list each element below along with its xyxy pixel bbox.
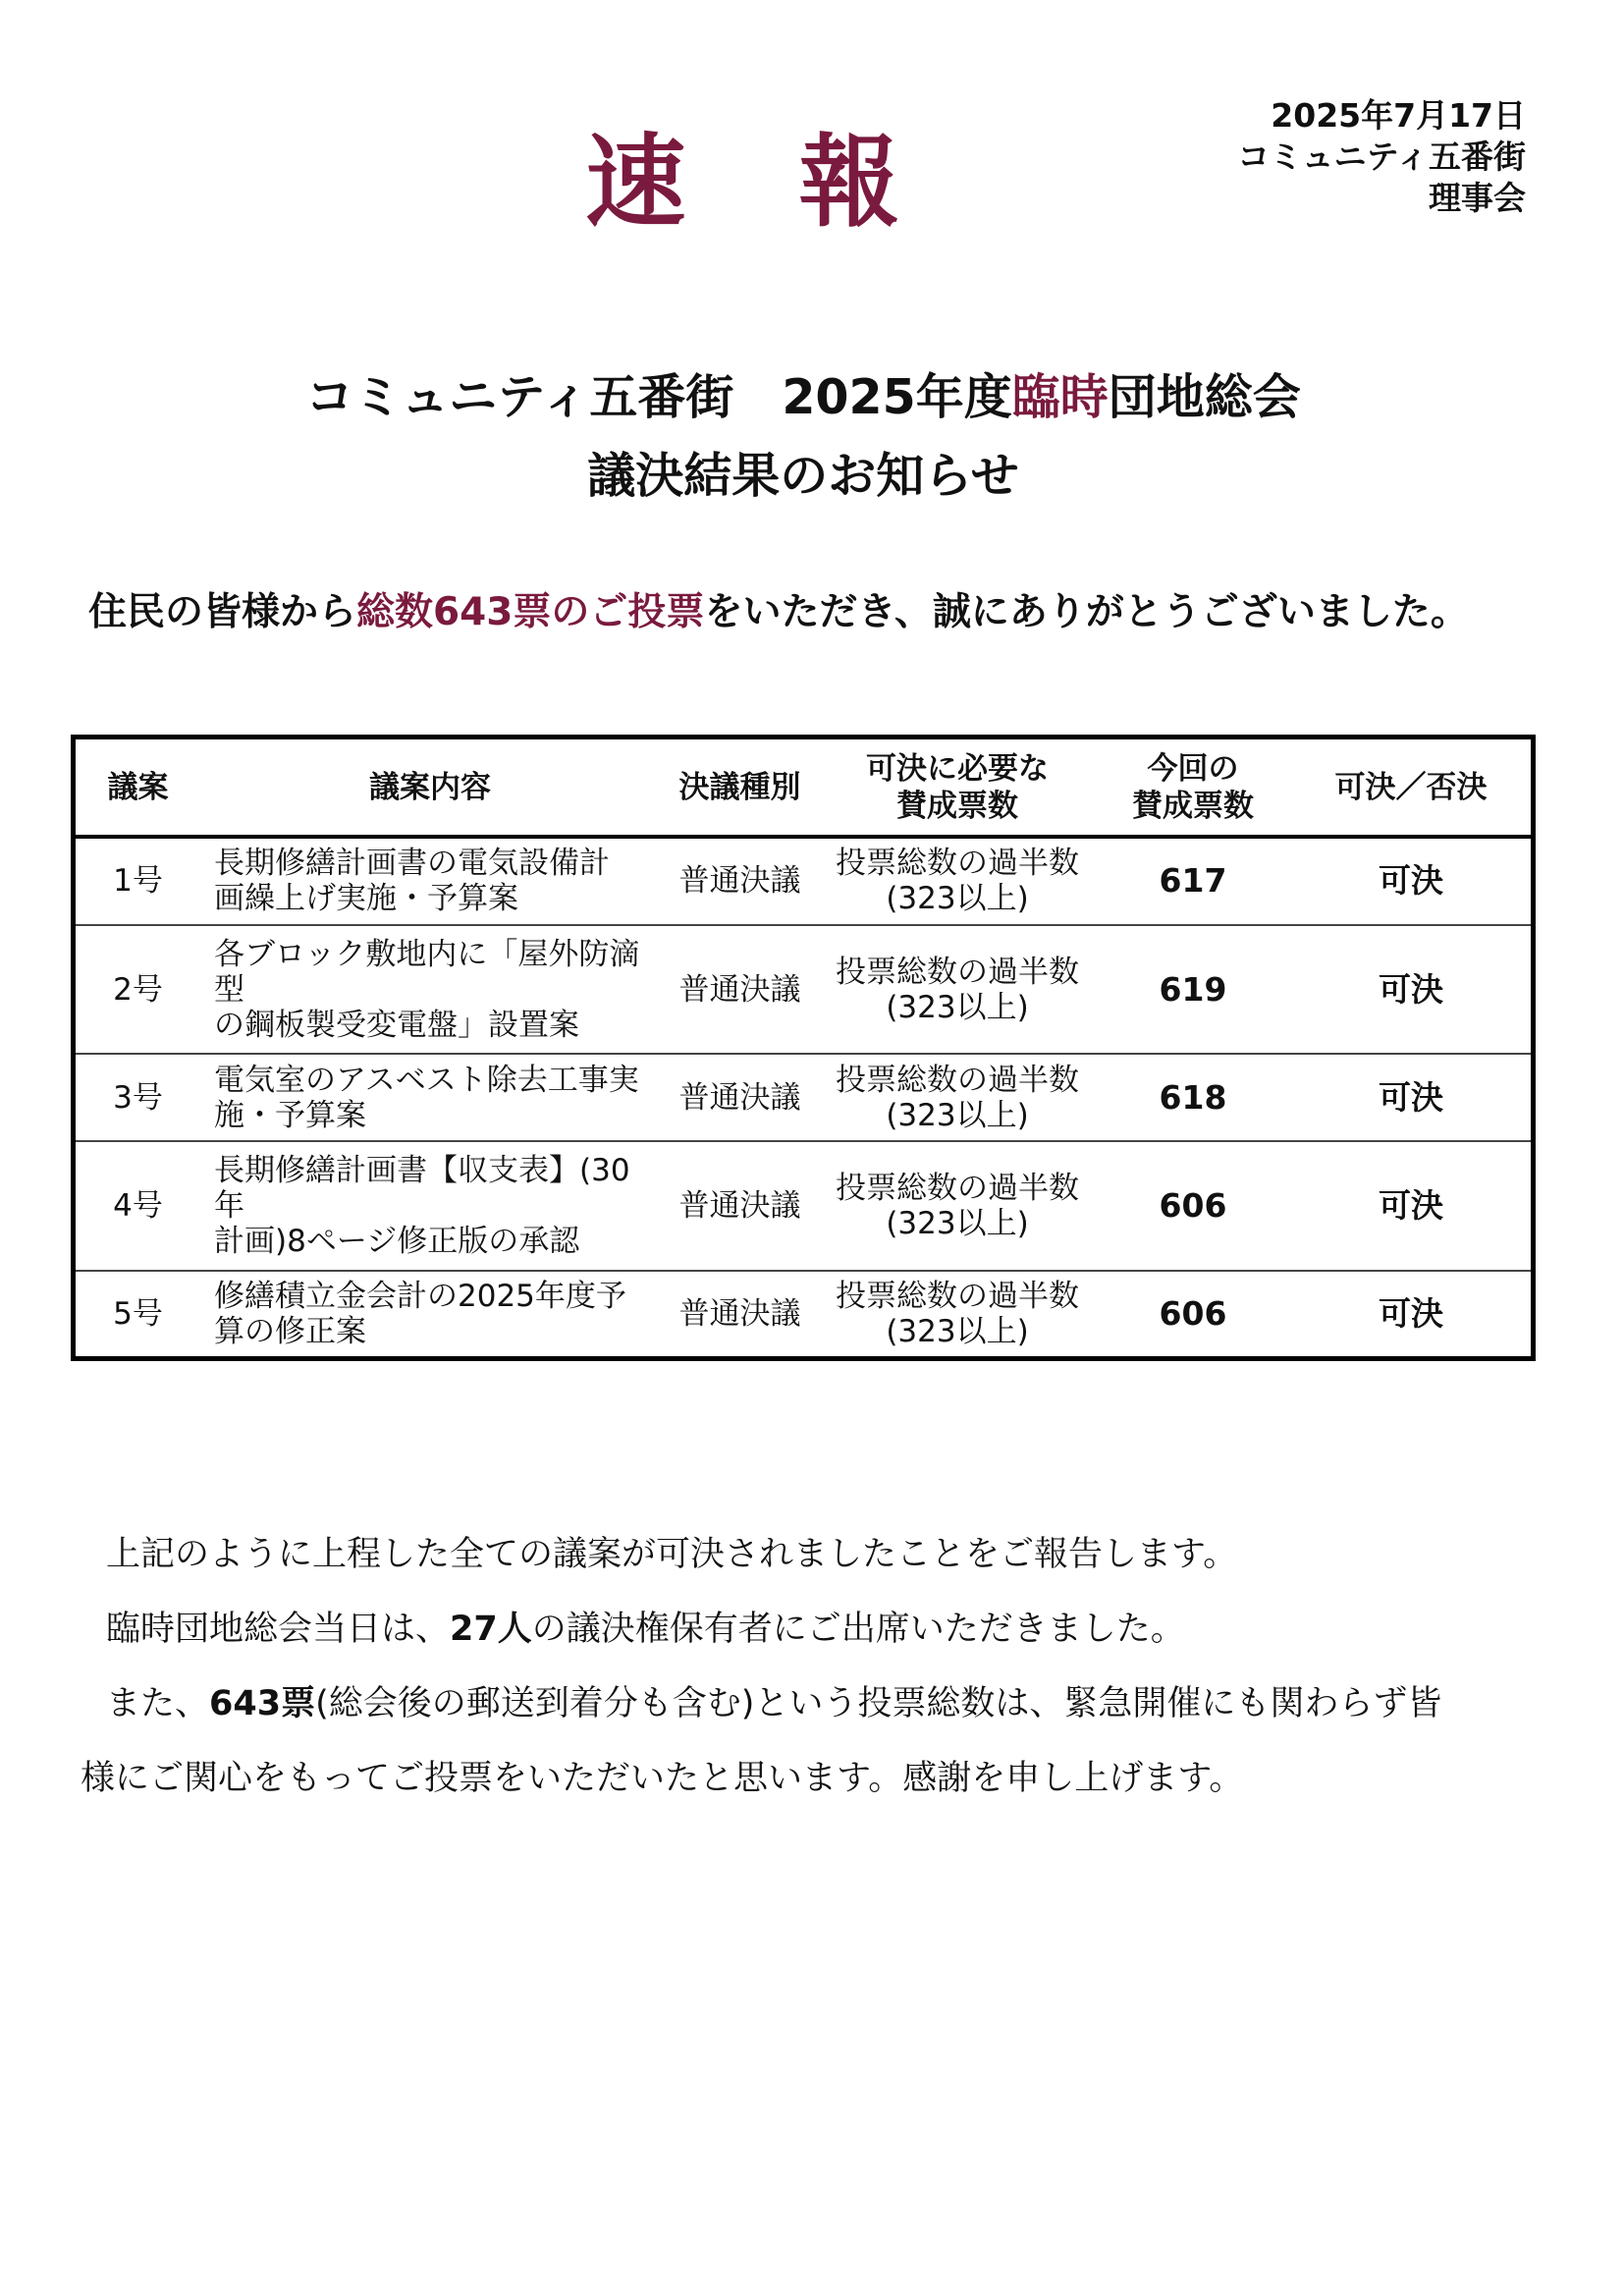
row-required-line-1: 投票総数の過半数 xyxy=(836,954,1079,990)
header-votes-line-1: 今回の xyxy=(1147,750,1239,787)
row-required-line-1: 投票総数の過半数 xyxy=(836,1062,1079,1098)
row-required-line-2: (323以上) xyxy=(886,881,1029,917)
row-type: 普通決議 xyxy=(660,1054,820,1141)
total-votes: 643票 xyxy=(209,1684,316,1723)
row-required-line-2: (323以上) xyxy=(886,989,1029,1025)
headline: 速 報 xyxy=(585,125,939,242)
header-type: 決議種別 xyxy=(660,739,820,837)
row-content-line-2: 計画)8ページ修正版の承認 xyxy=(214,1223,580,1259)
body-p3-post: (総会後の郵送到着分も含む)という投票総数は、緊急開催にも関わらず皆 xyxy=(315,1684,1442,1723)
thanks-accent: 総数643票のご投票 xyxy=(356,590,705,634)
header-required-line-1: 可決に必要な xyxy=(866,750,1049,787)
row-required-line-1: 投票総数の過半数 xyxy=(836,846,1079,882)
header-required-line-2: 賛成票数 xyxy=(896,788,1018,824)
document-title xyxy=(0,358,1606,516)
body-p2-post: の議決権保有者にご出席いただきました。 xyxy=(531,1610,1185,1649)
table-header-row xyxy=(76,739,1531,837)
row-content xyxy=(200,1141,660,1271)
row-content xyxy=(200,837,660,925)
row-required xyxy=(820,1054,1095,1141)
header-content: 議案内容 xyxy=(200,739,660,837)
title-line-2: 議決結果のお知らせ xyxy=(587,448,1019,504)
issue-date: 2025年7月17日 xyxy=(1271,96,1526,135)
title-line-1-pre: コミュニティ五番街 2025年度 xyxy=(305,369,1012,425)
row-content-line-2: 施・予算案 xyxy=(214,1097,366,1133)
row-type: 普通決議 xyxy=(678,1295,801,1332)
thanks-pre: 住民の皆様から xyxy=(88,590,357,634)
row-type: 普通決議 xyxy=(660,925,820,1055)
row-votes: 606 xyxy=(1159,1293,1227,1333)
row-result: 可決 xyxy=(1291,837,1531,925)
row-required-line-2: (323以上) xyxy=(886,1205,1029,1241)
row-required xyxy=(820,1271,1095,1356)
row-required xyxy=(820,837,1095,925)
row-content-line-2: の鋼板製受変電盤」設置案 xyxy=(214,1007,579,1043)
row-required-line-2: (323以上) xyxy=(886,1097,1029,1133)
thanks-post: をいただき、誠にありがとうございました。 xyxy=(704,590,1469,634)
body-paragraph-2 xyxy=(81,1592,1553,1667)
row-votes: 618 xyxy=(1095,1054,1291,1141)
header-votes xyxy=(1095,739,1291,837)
row-votes: 617 xyxy=(1095,837,1291,925)
issuer-block xyxy=(1237,95,1526,219)
row-votes: 606 xyxy=(1095,1141,1291,1271)
row-content-line-1: 長期修繕計画書【収支表】(30年 xyxy=(214,1152,630,1224)
row-type: 普通決議 xyxy=(660,837,820,925)
body-paragraph-4: 様にご関心をもってご投票をいただいたと思います。感謝を申し上げます。 xyxy=(81,1759,1244,1798)
row-required xyxy=(820,1141,1095,1271)
header-required xyxy=(820,739,1095,837)
row-result: 可決 xyxy=(1291,925,1531,1055)
table-row xyxy=(76,925,1531,1055)
issuer-org: コミュニティ五番街 xyxy=(1237,137,1526,176)
row-no: 3号 xyxy=(76,1054,200,1141)
row-no: 5号 xyxy=(113,1295,163,1332)
body-p3-pre: また、 xyxy=(106,1684,210,1723)
row-content xyxy=(200,1054,660,1141)
row-content xyxy=(200,925,660,1055)
row-content xyxy=(200,1271,660,1356)
row-required-line-2: (323以上) xyxy=(886,1313,1029,1349)
table-row xyxy=(76,1271,1531,1356)
body-p2-pre: 臨時団地総会当日は、 xyxy=(106,1610,451,1649)
row-required-line-1: 投票総数の過半数 xyxy=(836,1170,1079,1206)
row-no: 2号 xyxy=(76,925,200,1055)
row-required xyxy=(820,925,1095,1055)
row-content-line-2: 算の修正案 xyxy=(214,1313,366,1349)
results-table xyxy=(71,735,1536,1361)
row-result: 可決 xyxy=(1291,1141,1531,1271)
row-result: 可決 xyxy=(1291,1054,1531,1141)
row-content-line-1: 修繕積立金会計の2025年度予 xyxy=(214,1278,626,1314)
table-row xyxy=(76,837,1531,925)
report-body xyxy=(81,1517,1553,1816)
row-content-line-1: 各ブロック敷地内に「屋外防滴型 xyxy=(214,936,640,1008)
title-line-1-post: 団地総会 xyxy=(1108,369,1301,425)
attendee-count: 27人 xyxy=(450,1610,532,1649)
table-row xyxy=(76,1141,1531,1271)
header-result: 可決／否決 xyxy=(1291,739,1531,837)
issuer-body: 理事会 xyxy=(1429,179,1526,217)
thanks-message xyxy=(88,581,1469,636)
body-paragraph-1: 上記のように上程した全ての議案が可決されましたことをご報告します。 xyxy=(106,1535,1238,1574)
row-no: 1号 xyxy=(76,837,200,925)
row-no: 4号 xyxy=(76,1141,200,1271)
row-content-line-1: 長期修繕計画書の電気設備計 xyxy=(214,846,610,882)
row-required-line-1: 投票総数の過半数 xyxy=(836,1278,1079,1314)
body-paragraph-3 xyxy=(81,1667,1553,1741)
header-no: 議案 xyxy=(76,739,200,837)
row-result: 可決 xyxy=(1379,1293,1443,1333)
row-content-line-2: 画繰上げ実施・予算案 xyxy=(214,881,518,917)
row-type: 普通決議 xyxy=(660,1141,820,1271)
table-row xyxy=(76,1054,1531,1141)
title-line-1-accent: 臨時 xyxy=(1011,369,1109,425)
row-votes: 619 xyxy=(1095,925,1291,1055)
row-content-line-1: 電気室のアスベスト除去工事実 xyxy=(214,1062,639,1098)
title-line-1 xyxy=(0,358,1606,437)
header-votes-line-2: 賛成票数 xyxy=(1132,788,1254,824)
